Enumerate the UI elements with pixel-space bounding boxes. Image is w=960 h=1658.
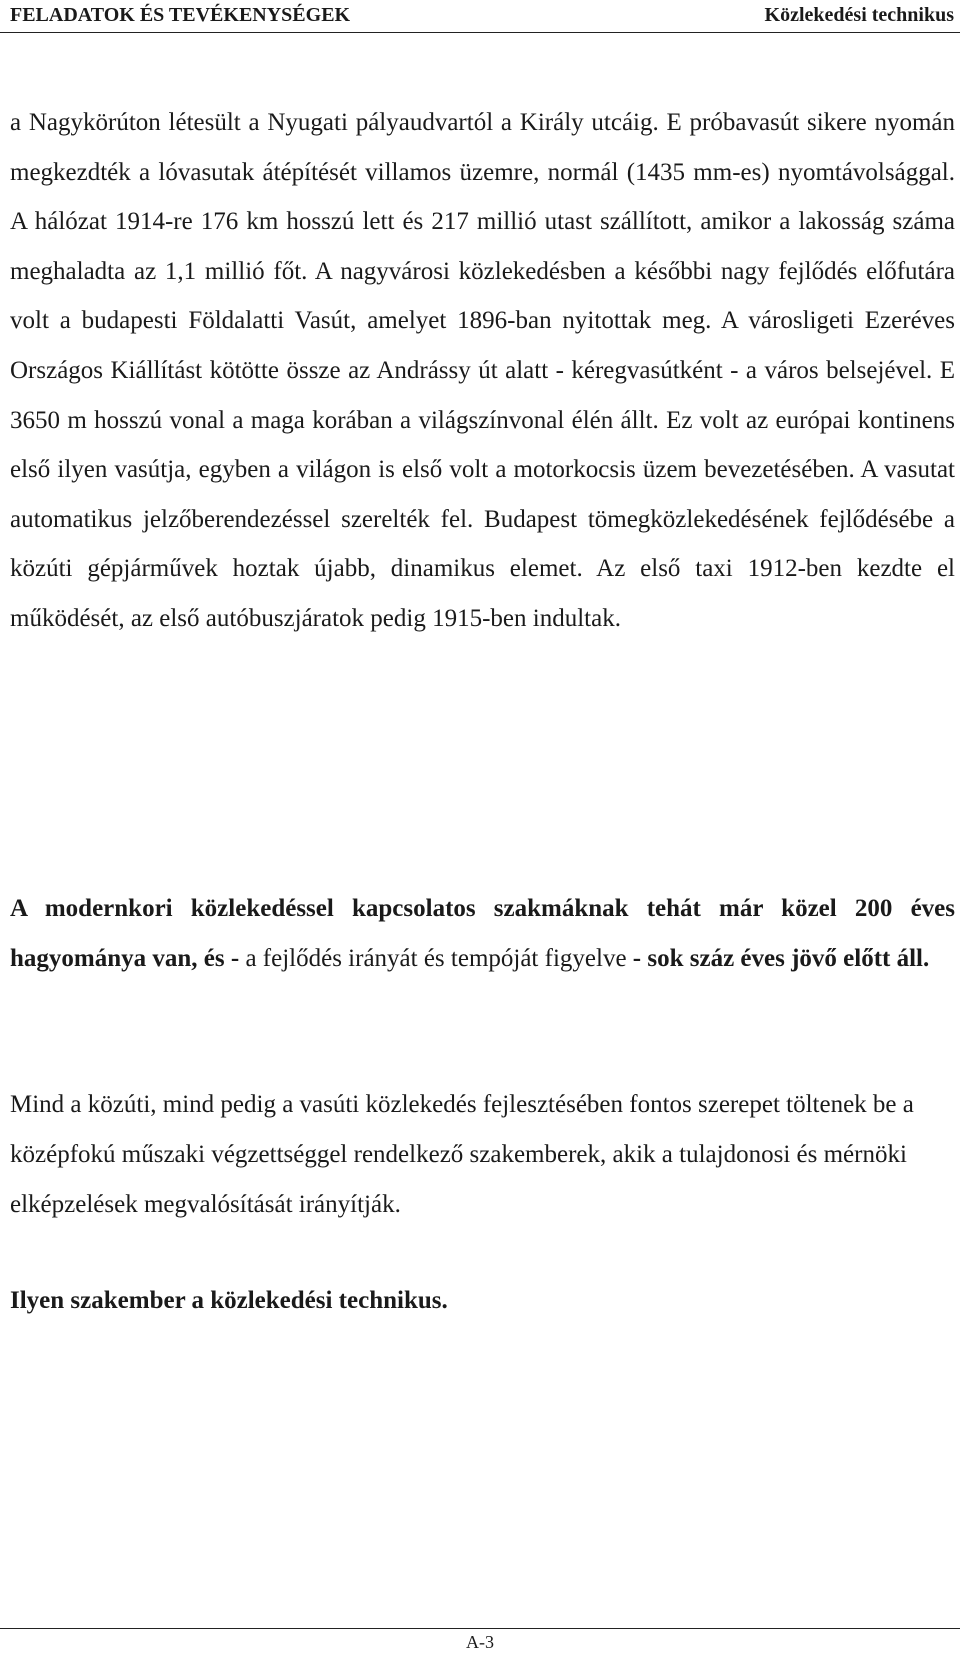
header-document-title: Közlekedési technikus <box>764 4 954 26</box>
body-paragraph-history: a Nagykörúton létesült a Nyugati pályaudvartól a Király utcáig. E próbavasút sikere nyomán megkezdték a lóvasutak átépítését villamos üzemre, normál (1435 mm-es) nyomtávolsággal. A hálózat 1914-re 176 km hosszú lett és 217 millió utast szállított, amikor a lakosság száma meghaladta az 1,1 millió főt. A nagyvárosi közlekedésben a későbbi nagy fejlődés előfutára volt a budapesti Földalatti Vasút, amelyet 1896-ban nyitottak meg. A városligeti Ezeréves Országos Kiállítást kötötte össze az Andrássy út alatt - kéregvasútként - a város belsejével. E 3650 m hosszú vonal a maga korában a világszínvonal élén állt. Ez volt az európai kontinens első ilyen vasútja, egyben a világon is első volt a motorkocsis üzem bevezetésében. A vasutat automatikus jelzőberendezéssel szerelték fel. Budapest tömegközlekedésének fejlődésébe a közúti gépjárművek hoztak újabb, dinamikus elemet. Az első taxi 1912-ben kezdte el működését, az első autóbuszjáratok pedig 1915-ben indultak. <box>10 109 955 632</box>
body-paragraph-tradition <box>10 884 955 984</box>
header-section-title: FELADATOK ÉS TEVÉKENYSÉGEK <box>10 4 351 26</box>
header-divider <box>0 32 960 33</box>
footer-divider <box>0 1628 960 1629</box>
tradition-bold-start: A modernkori közlekedéssel kapcsolatos szakmáknak tehát már közel 200 éves hagyománya van, és - <box>10 895 955 972</box>
body-paragraph-specialists: Mind a közúti, mind pedig a vasúti közlekedés fejlesztésében fontos szerepet töltenek be a középfokú műszaki végzettséggel rendelkező szakemberek, akik a tulajdonosi és mérnöki elképzelések megvalósítását irányítják. <box>10 1091 914 1218</box>
tradition-normal: a fejlődés irányát és tempóját figyelve <box>239 945 633 972</box>
tradition-bold-end: - sok száz éves jövő előtt áll. <box>632 945 930 972</box>
body-paragraph-conclusion: Ilyen szakember a közlekedési technikus. <box>10 1287 448 1314</box>
page-header <box>0 0 960 34</box>
page-number: A-3 <box>466 1632 494 1652</box>
